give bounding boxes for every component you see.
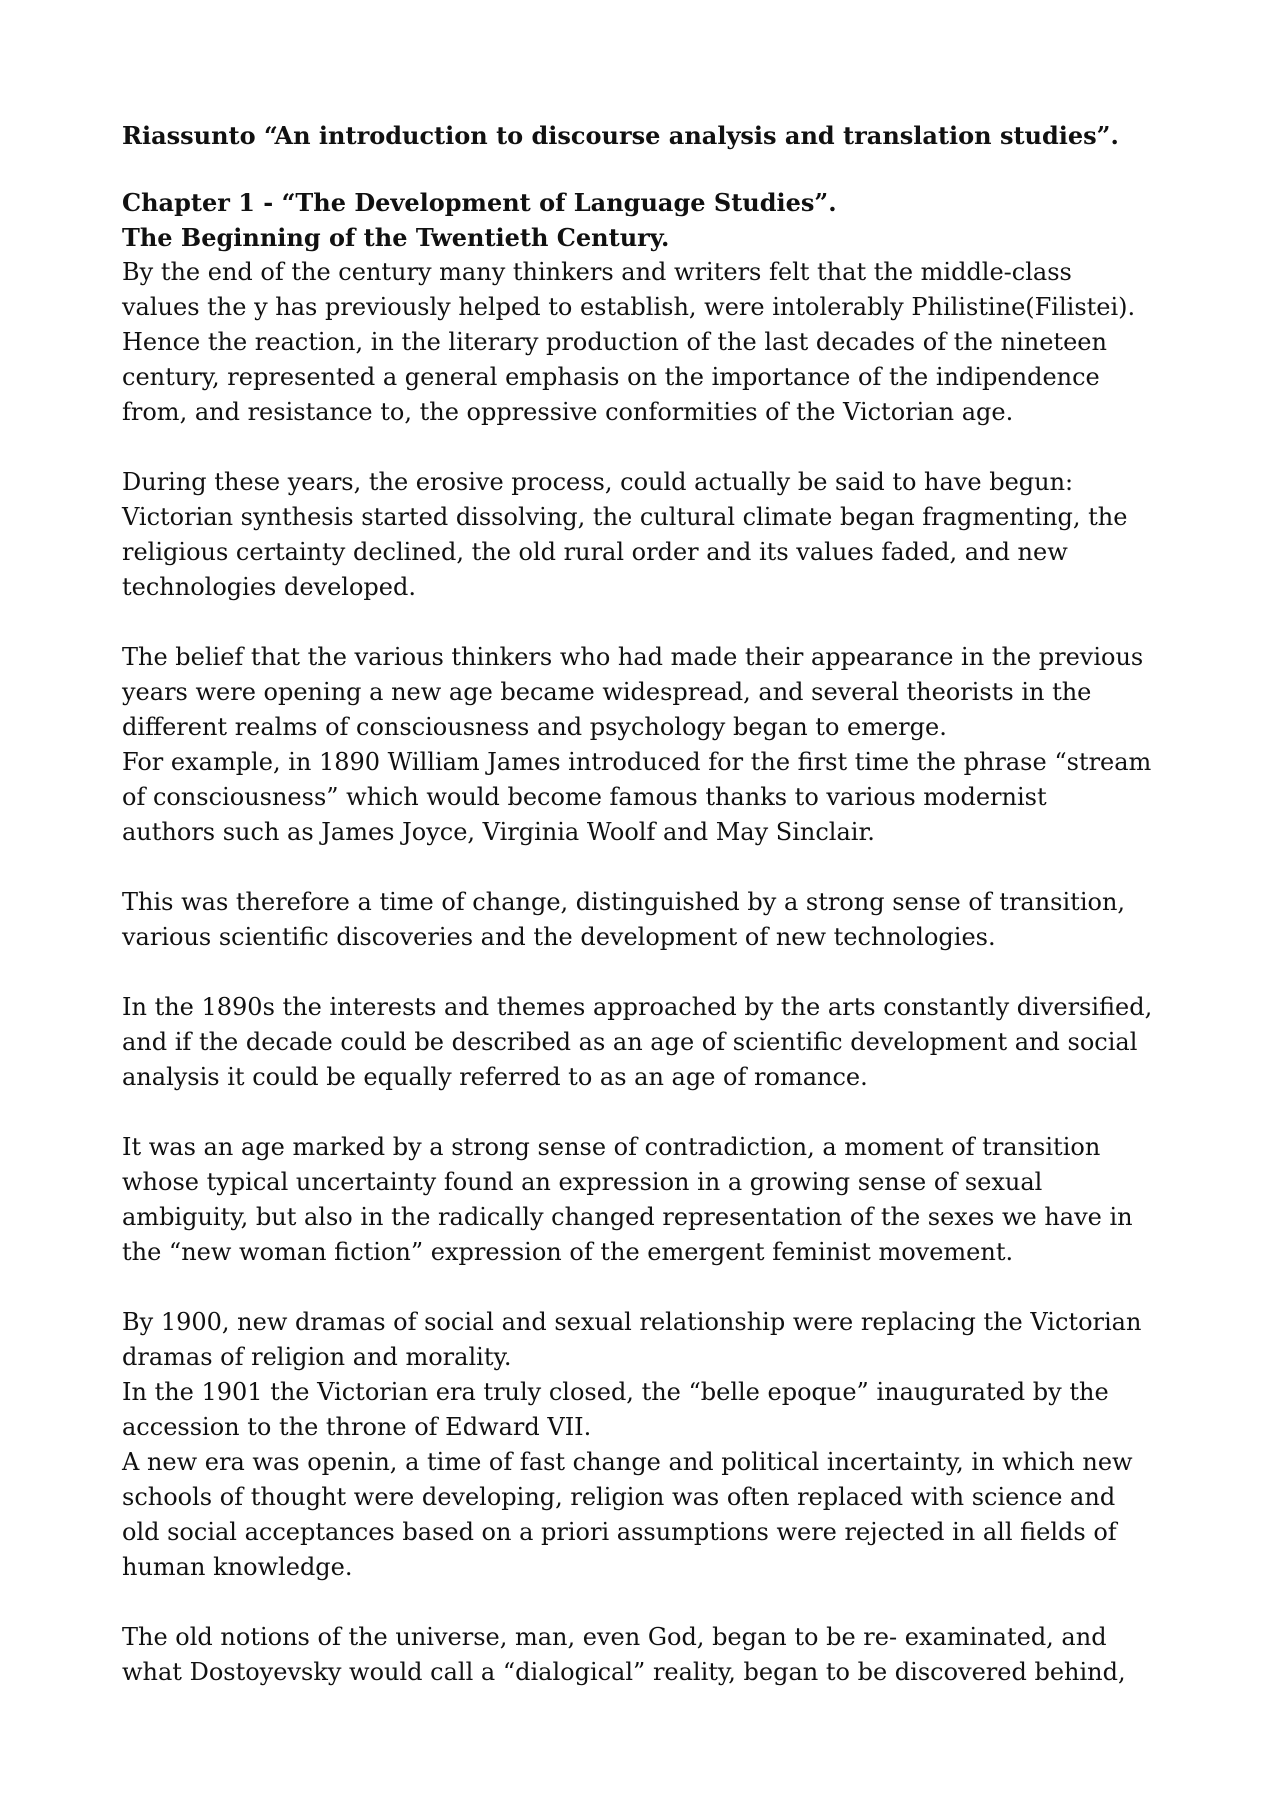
text-line: The belief that the various thinkers who had made their appearance in the previous [122,643,1144,671]
text-line: accession to the throne of Edward VII. [122,1413,592,1441]
text-line: dramas of religion and morality. [122,1343,512,1371]
text-line: of consciousness” which would become famous thanks to various modernist [122,783,1047,811]
text-line: schools of thought were developing, religion was often replaced with science and [122,1483,1116,1511]
paragraph-7 [122,1305,1180,1585]
text-line: It was an age marked by a strong sense of contradiction, a moment of transition [122,1133,1101,1161]
text-line: technologies developed. [122,573,416,601]
paragraph-4 [122,885,1180,955]
section-heading: The Beginning of the Twentieth Century. [122,223,670,252]
text-line: century, represented a general emphasis on the importance of the indipendence [122,363,1100,391]
text-line: whose typical uncertainty found an expression in a growing sense of sexual [122,1168,1043,1196]
paragraph-2 [122,465,1180,605]
text-line: analysis it could be equally referred to as an age of romance. [122,1063,868,1091]
text-line: During these years, the erosive process, could actually be said to have begun: [122,468,1074,496]
document-body [122,118,1180,1690]
paragraph-1 [122,255,1180,430]
text-line: By 1900, new dramas of social and sexual relationship were replacing the Victorian [122,1308,1142,1336]
document-title: Riassunto “An introduction to discourse analysis and translation studies”. [122,121,1119,150]
text-line: old social acceptances based on a priori assumptions were rejected in all fields of [122,1518,1117,1546]
text-line: A new era was openin, a time of fast change and political incertainty, in which new [122,1448,1133,1476]
paragraph-6 [122,1130,1180,1270]
text-line: from, and resistance to, the oppressive conformities of the Victorian age. [122,398,1014,426]
text-line: various scientific discoveries and the development of new technologies. [122,923,996,951]
text-line: The old notions of the universe, man, even God, began to be re- examinated, and [122,1623,1107,1651]
text-line: ambiguity, but also in the radically changed representation of the sexes we have in [122,1203,1133,1231]
text-line: authors such as James Joyce, Virginia Woolf and May Sinclair. [122,818,875,846]
text-line: religious certainty declined, the old rural order and its values faded, and new [122,538,1068,566]
text-line: values the y has previously helped to establish, were intolerably Philistine(Filistei). [122,293,1136,321]
text-line: and if the decade could be described as an age of scientific development and social [122,1028,1138,1056]
text-line: In the 1901 the Victorian era truly closed, the “belle epoque” inaugurated by the [122,1378,1109,1406]
text-line: what Dostoyevsky would call a “dialogical” reality, began to be discovered behind, [122,1658,1126,1686]
text-line: In the 1890s the interests and themes approached by the arts constantly diversified, [122,993,1153,1021]
paragraph-3 [122,640,1180,850]
text-line: Hence the reaction, in the literary production of the last decades of the nineteen [122,328,1107,356]
text-line: the “new woman fiction” expression of the emergent feminist movement. [122,1238,1014,1266]
paragraph-8 [122,1620,1180,1690]
text-line: human knowledge. [122,1553,353,1581]
text-line: For example, in 1890 William James introduced for the first time the phrase “stream [122,748,1152,776]
paragraph-5 [122,990,1180,1095]
text-line: Victorian synthesis started dissolving, the cultural climate began fragmenting, the [122,503,1128,531]
text-line: years were opening a new age became widespread, and several theorists in the [122,678,1092,706]
text-line: This was therefore a time of change, distinguished by a strong sense of transition, [122,888,1126,916]
chapter-heading: Chapter 1 - “The Development of Language Studies”. [122,188,837,217]
text-line: By the end of the century many thinkers and writers felt that the middle-class [122,258,1072,286]
text-line: different realms of consciousness and psychology began to emerge. [122,713,947,741]
